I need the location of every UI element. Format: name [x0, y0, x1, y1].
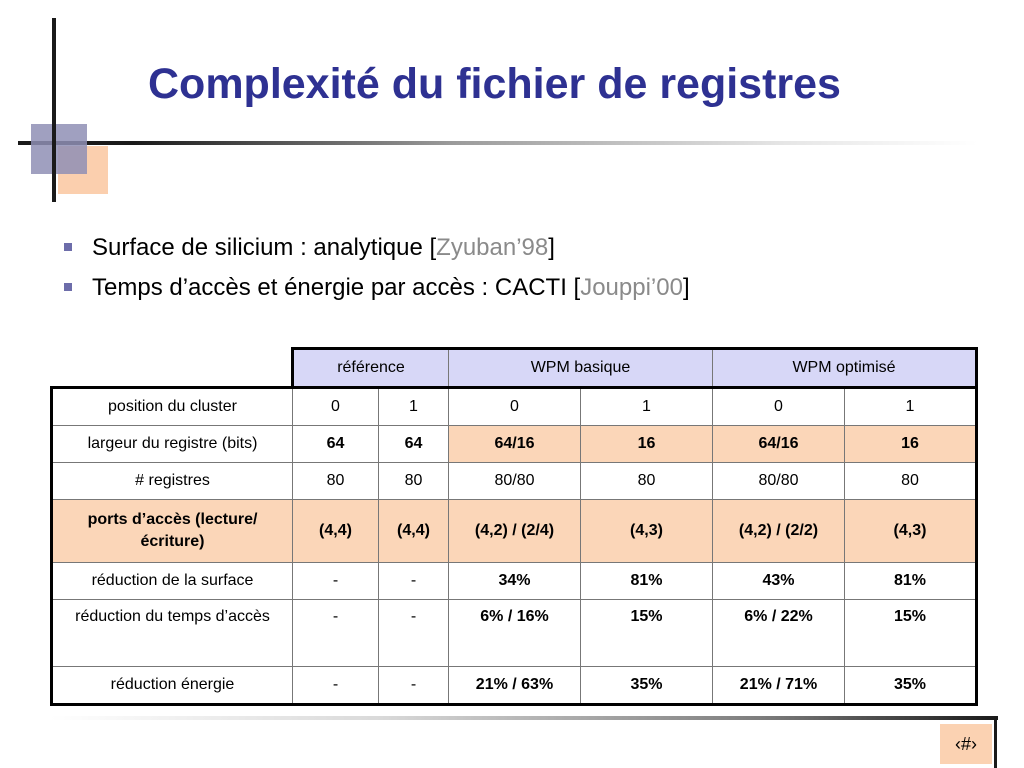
table-cell: 64	[379, 426, 449, 463]
table-cell: (4,4)	[293, 500, 379, 563]
table-cell: (4,2) / (2/4)	[449, 500, 581, 563]
table-cell: 1	[379, 388, 449, 426]
title-divider-line	[18, 141, 978, 145]
slide-title: Complexité du fichier de registres	[148, 60, 841, 108]
table-cell: 6% / 22%	[713, 600, 845, 667]
table-cell: 81%	[581, 563, 713, 600]
header-cell: référence	[293, 349, 449, 388]
table-cell: 16	[581, 426, 713, 463]
bullet-list	[64, 228, 690, 308]
row-label: position du cluster	[52, 388, 293, 426]
table-cell: -	[293, 563, 379, 600]
square-bullet-icon	[64, 243, 72, 251]
table-cell: 0	[293, 388, 379, 426]
bullet-item	[64, 268, 690, 308]
row-label: réduction énergie	[52, 667, 293, 705]
row-label: # registres	[52, 463, 293, 500]
table-cell: 64	[293, 426, 379, 463]
table-cell: 80	[379, 463, 449, 500]
table-cell: -	[379, 667, 449, 705]
bullet-close: ]	[682, 274, 690, 301]
comparison-table	[50, 347, 978, 706]
table-cell: 80	[845, 463, 977, 500]
decorative-vertical-line	[52, 18, 56, 202]
table-cell: 0	[713, 388, 845, 426]
table-row	[52, 600, 977, 667]
table-row	[52, 563, 977, 600]
table-cell: -	[293, 667, 379, 705]
header-cell: WPM basique	[449, 349, 713, 388]
footer-divider-line	[50, 716, 998, 720]
table-cell: -	[379, 563, 449, 600]
table-row	[52, 388, 977, 426]
citation: Zyuban’98	[436, 234, 549, 261]
table-row	[52, 426, 977, 463]
table-row	[52, 500, 977, 563]
table-header-row	[52, 349, 977, 388]
table-cell: 1	[845, 388, 977, 426]
table-cell: 21% / 63%	[449, 667, 581, 705]
row-label: réduction de la surface	[52, 563, 293, 600]
bullet-item	[64, 228, 690, 268]
table-row	[52, 667, 977, 705]
bullet-text: Surface de silicium : analytique [	[92, 234, 437, 261]
table-cell: 0	[449, 388, 581, 426]
table-cell: 80/80	[449, 463, 581, 500]
table-cell: 43%	[713, 563, 845, 600]
table-cell: (4,2) / (2/2)	[713, 500, 845, 563]
table-cell: -	[379, 600, 449, 667]
decorative-square-blue	[31, 124, 87, 174]
table-cell: 15%	[845, 600, 977, 667]
table-cell: 1	[581, 388, 713, 426]
table-cell: -	[293, 600, 379, 667]
table-cell: 16	[845, 426, 977, 463]
table-cell: 15%	[581, 600, 713, 667]
page-number: ‹#›	[940, 724, 992, 764]
square-bullet-icon	[64, 283, 72, 291]
table-cell: 80	[581, 463, 713, 500]
empty-corner-cell	[52, 349, 293, 388]
table-cell: (4,4)	[379, 500, 449, 563]
footer-vertical-line	[994, 716, 997, 768]
bullet-text: Temps d’accès et énergie par accès : CACTI [	[92, 274, 581, 301]
table-cell: 35%	[845, 667, 977, 705]
table-cell: 81%	[845, 563, 977, 600]
table-cell: (4,3)	[581, 500, 713, 563]
table-cell: 35%	[581, 667, 713, 705]
row-label: ports d’accès (lecture/écriture)	[52, 500, 293, 563]
row-label: réduction du temps d’accès	[52, 600, 293, 667]
table-cell: 34%	[449, 563, 581, 600]
table-cell: 64/16	[713, 426, 845, 463]
bullet-close: ]	[548, 234, 555, 261]
table-cell: 64/16	[449, 426, 581, 463]
table-row	[52, 463, 977, 500]
header-cell: WPM optimisé	[713, 349, 977, 388]
table-cell: 80	[293, 463, 379, 500]
table-cell: 21% / 71%	[713, 667, 845, 705]
table-cell: 80/80	[713, 463, 845, 500]
table-cell: 6% / 16%	[449, 600, 581, 667]
row-label: largeur du registre (bits)	[52, 426, 293, 463]
table-cell: (4,3)	[845, 500, 977, 563]
citation: Jouppi’00	[580, 274, 683, 301]
